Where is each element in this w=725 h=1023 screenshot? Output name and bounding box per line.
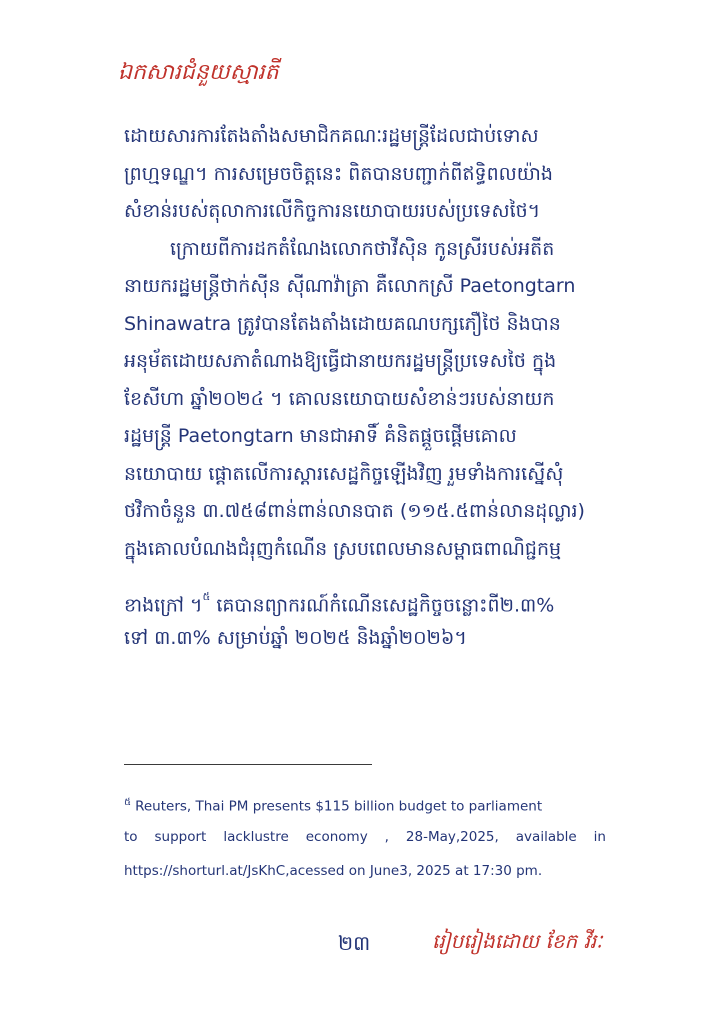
body-line: រដ្ឋមន្ត្រី Paetongtarn មានជាអាទិ៍ គំនិតផ្តួចផ្តើមគោល — [124, 425, 517, 447]
footnote — [124, 786, 606, 888]
footnote-divider — [124, 764, 372, 765]
compiler-credit: រៀបរៀងដោយ ខែក វីរៈ — [432, 929, 603, 953]
footnote-text: Reuters, Thai PM presents $115 billion budget to parliament — [135, 798, 543, 815]
body-line-text: គេបានព្យាករណ៍កំណើនសេដ្ឋកិច្ចចន្លោះពី២.៣% — [216, 594, 555, 617]
page-number: ២៣ — [338, 931, 371, 955]
body-line-text: ខាងក្រៅ ។ — [124, 594, 203, 617]
body-line-with-footnote — [124, 582, 606, 620]
footnote-url-line[interactable]: https://shorturl.at/JsKhC,acessed on June3, 2025 at 17:30 pm. — [124, 863, 543, 879]
body-text — [124, 118, 606, 657]
footnote-line — [124, 786, 606, 820]
body-line: សំខាន់របស់តុលាការលើកិច្ចការនយោបាយរបស់ប្រទេសថៃ។ — [124, 200, 541, 222]
body-line: ក្រោយពីការដកតំណែងលោកថាវីស៊ិន កូនស្រីរបស់អតីត — [170, 237, 555, 260]
footnote-reference[interactable]: ៥ — [202, 590, 211, 603]
body-line: នយោបាយ ផ្តោតលើការស្តារសេដ្ឋកិច្ចឡើងវិញ រួមទាំងការស្នើសុំ — [124, 462, 564, 485]
footnote-line: to support lacklustre economy , 28-May,2025, available in — [124, 829, 606, 845]
body-line: Shinawatra ត្រូវបានតែងតាំងដោយគណបក្សភឿថៃ និងបាន — [124, 312, 561, 335]
body-line: ក្នុងគោលបំណងជំរុញកំណើន ស្របពេលមានសម្ពាធពាណិជ្ជកម្ម — [124, 537, 562, 560]
footnote-marker: ៥ — [124, 797, 132, 808]
document-header-title: ឯកសារជំនួយស្មារតី — [118, 60, 279, 85]
body-line: ដោយសារការតែងតាំងសមាជិកគណៈរដ្ឋមន្ត្រីដែលជាប់ទោស — [124, 125, 539, 147]
body-line: ព្រហ្មទណ្ឌ។ ការសម្រេចចិត្តនេះ ពិតបានបញ្ជាក់ពីឥទ្ធិពលយ៉ាង — [124, 162, 553, 185]
body-line: ទៅ ៣.៣% សម្រាប់ឆ្នាំ ២០២៥ និងឆ្នាំ២០២៦។ — [124, 626, 467, 649]
body-line: អនុម័តដោយសភាតំណាងឱ្យធ្វើជានាយករដ្ឋមន្ត្រីប្រទេសថៃ ក្នុង — [124, 350, 557, 372]
body-line: ខែសីហា ឆ្នាំ២០២៤ ។ គោលនយោបាយសំខាន់ៗរបស់នាយក — [124, 387, 555, 410]
body-line: ថវិកាចំនួន ៣.៧៥៨ពាន់ពាន់លានបាត (១១៥.៥ពាន់លានដុល្លារ) — [124, 500, 585, 522]
body-line: នាយករដ្ឋមន្ត្រីថាក់ស៊ីន ស៊ីណាវ៉ាត្រា គឺលោកស្រី Paetongtarn — [124, 275, 576, 297]
